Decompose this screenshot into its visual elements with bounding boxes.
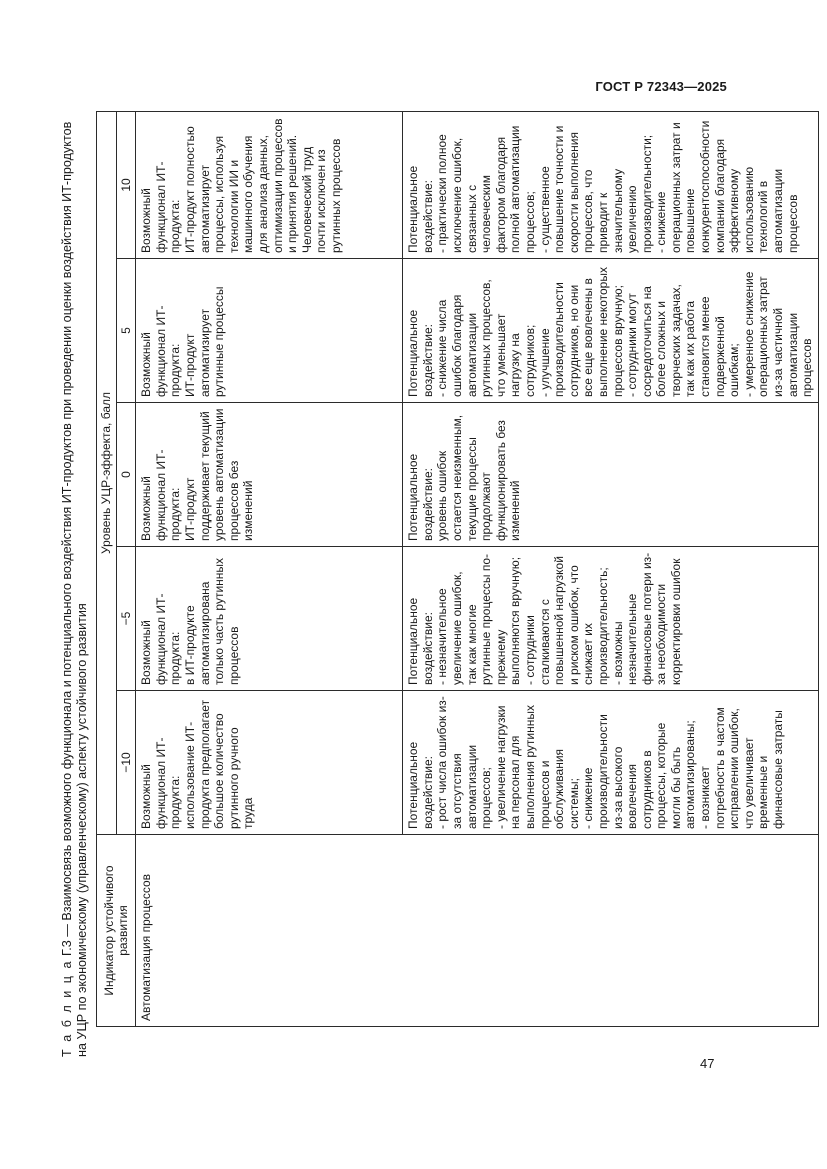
indicator-cell: Автоматизация процессов <box>136 835 819 1027</box>
impact-cell: Потенциальное воздействие: - незначительное увеличение ошибок, так как многие рутинные процессы по-прежнему выполняются вручную; - сотрудники сталкиваются с повышенной нагрузкой и риском ошибок, что снижает их производительность; - возможны незначительные финансовые потери из-за необходимости корректировки ошибок <box>403 547 819 691</box>
table-row <box>136 111 403 1026</box>
level-column-header: Уровень УЦР-эффекта, балл <box>97 111 117 834</box>
caption-number: Г.3 <box>60 940 74 956</box>
caption-label: Т а б л и ц а <box>60 959 74 1057</box>
document-code: ГОСТ Р 72343—2025 <box>595 79 727 94</box>
functionality-cell: Возможный функционал ИТ-продукта: в ИТ-продукте автоматизирована только часть рутинных процессов <box>136 547 403 691</box>
functionality-cell: Возможный функционал ИТ-продукта: ИТ-продукт поддерживает текущий уровень автоматизации процессов без изменений <box>136 403 403 547</box>
impact-cell: Потенциальное воздействие: - снижение числа ошибок благодаря автоматизации рутинных процессов, что уменьшает нагрузку на сотрудников; - улучшение производительности сотрудников, но они все еще вовлечены в выполнение некоторых процессов вручную; - сотрудники могут сосредоточиться на более сложных и творческих задачах, так как их работа становится менее подверженной ошибкам; - умеренное снижение операционных затрат из-за частичной автоматизации процессов <box>403 259 819 403</box>
score-header: 0 <box>116 403 136 547</box>
table-caption <box>60 112 90 1057</box>
impact-table <box>96 111 819 1027</box>
score-header: 10 <box>116 111 136 258</box>
functionality-cell: Возможный функционал ИТ-продукта: ИТ-продукт автоматизирует рутинные процессы <box>136 259 403 403</box>
score-header: 5 <box>116 259 136 403</box>
rotated-table-block <box>60 112 815 1057</box>
impact-cell: Потенциальное воздействие: уровень ошибок остается неизменным, текущие процессы продолжают функционировать без изменений <box>403 403 819 547</box>
caption-text: — Взаимосвязь возможного функционала и потенциального воздействия ИТ-продуктов при проведении оценки воздействия ИТ-продуктов на УЦР по экономическому (управленческому) аспекту устойчивого развития <box>60 121 89 1057</box>
impact-cell: Потенциальное воздействие: - рост числа ошибок из-за отсутствия автоматизации процессов; - увеличение нагрузки на персонал для выполнения рутинных процессов и обслуживания системы; - снижение производительности из-за высокого вовлечения сотрудников в процессы, которые могли бы быть автоматизированы; - возникает потребность в частом исправлении ошибок, что увеличивает временные и финансовые затраты <box>403 691 819 835</box>
score-header: −10 <box>116 691 136 835</box>
score-header: −5 <box>116 547 136 691</box>
functionality-cell: Возможный функционал ИТ-продукта: использование ИТ-продукта предполагает большое количество рутинного ручного труда <box>136 691 403 835</box>
impact-cell: Потенциальное воздействие: - практически полное исключение ошибок, связанных с человеческим фактором благодаря полной автоматизации процессов; - существенное повышение точности и скорости выполнения процессов, что приводит к значительному увеличению производительности; - снижение операционных затрат и повышение конкурентоспособности компании благодаря эффективному использованию технологий в автоматизации процессов <box>403 111 819 258</box>
indicator-column-header: Индикатор устойчивого развития <box>97 835 136 1027</box>
page-number: 47 <box>700 1056 715 1071</box>
functionality-cell: Возможный функционал ИТ-продукта: ИТ-продукт полностью автоматизирует процессы, используя технологии ИИ и машинного обучения для анализа данных, оптимизации процессов и принятия решений. Человеческий труд почти исключен из рутинных процессов <box>136 111 403 258</box>
